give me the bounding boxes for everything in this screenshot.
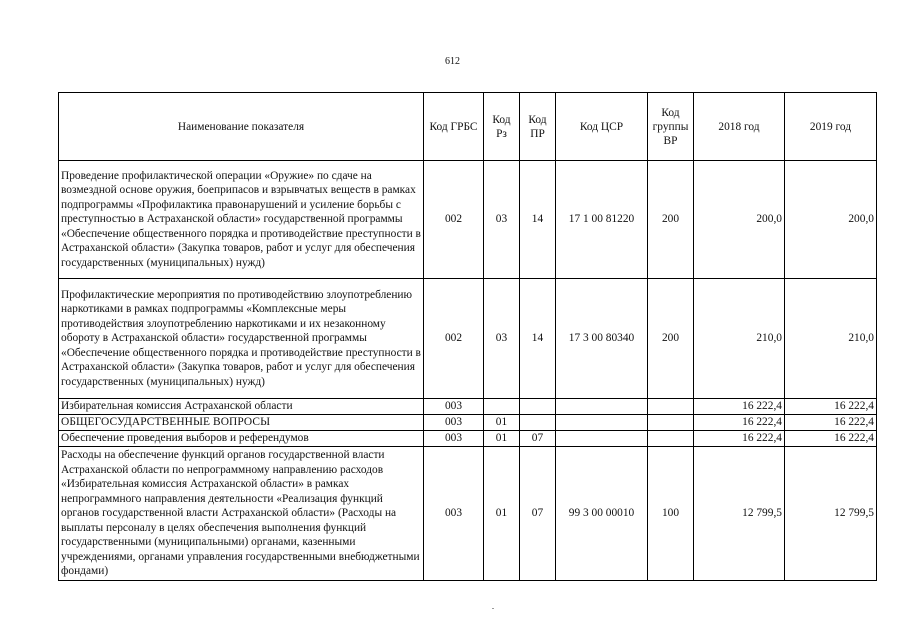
- header-name: Наименование показателя: [59, 93, 424, 161]
- budget-table: [58, 92, 877, 581]
- header-2019: 2019 год: [785, 93, 877, 161]
- row-2018: 16 222,4: [694, 431, 785, 447]
- row-rz: [484, 399, 520, 415]
- row-2019: 210,0: [785, 279, 877, 399]
- row-rz: 01: [484, 447, 520, 581]
- page-number: 612: [445, 56, 460, 67]
- row-rz: 01: [484, 431, 520, 447]
- row-grbs: 003: [424, 431, 484, 447]
- row-pr: 14: [520, 161, 556, 279]
- row-2019: 12 799,5: [785, 447, 877, 581]
- header-vr: Код группы ВР: [648, 93, 694, 161]
- row-pr: [520, 399, 556, 415]
- row-pr: [520, 415, 556, 431]
- row-rz: 01: [484, 415, 520, 431]
- row-grbs: 002: [424, 161, 484, 279]
- row-vr: [648, 399, 694, 415]
- header-grbs: Код ГРБС: [424, 93, 484, 161]
- row-2019: 16 222,4: [785, 399, 877, 415]
- row-vr: 200: [648, 161, 694, 279]
- table-row: [59, 399, 877, 415]
- row-2018: 12 799,5: [694, 447, 785, 581]
- row-rz: 03: [484, 279, 520, 399]
- row-2019: 16 222,4: [785, 415, 877, 431]
- row-2018: 16 222,4: [694, 415, 785, 431]
- header-csr: Код ЦСР: [556, 93, 648, 161]
- row-name: Избирательная комиссия Астраханской области: [59, 399, 424, 415]
- header-2018: 2018 год: [694, 93, 785, 161]
- table-row: [59, 279, 877, 399]
- row-2018: 200,0: [694, 161, 785, 279]
- row-2019: 200,0: [785, 161, 877, 279]
- table-row: [59, 431, 877, 447]
- row-name: ОБЩЕГОСУДАРСТВЕННЫЕ ВОПРОСЫ: [59, 415, 424, 431]
- row-vr: [648, 415, 694, 431]
- row-grbs: 002: [424, 279, 484, 399]
- table-row: [59, 447, 877, 581]
- row-2019: 16 222,4: [785, 431, 877, 447]
- row-name: Расходы на обеспечение функций органов государственной власти Астраханской области по непрограммному направлению расходов «Избирательная комиссия Астраханской области» в рамках непрограммного направления деятельности «Реализация функций органов государственной власти Астраханской области» (Расходы на выплаты персоналу в целях обеспечения выполнения функций государственными (муниципальными) органами, казенными учреждениями, органами управления государственными внебюджетными фондами): [59, 447, 424, 581]
- row-vr: 200: [648, 279, 694, 399]
- row-vr: 100: [648, 447, 694, 581]
- row-pr: 07: [520, 431, 556, 447]
- header-rz: Код Рз: [484, 93, 520, 161]
- row-name: Профилактические мероприятия по противодействию злоупотреблению наркотиками в рамках подпрограммы «Комплексные меры противодействия злоупотреблению наркотиками и их незаконному обороту в Астраханской области» государственной программы «Обеспечение общественного порядка и противодействие преступности в Астраханской области» (Закупка товаров, работ и услуг для обеспечения государственных (муниципальных) нужд): [59, 279, 424, 399]
- row-2018: 210,0: [694, 279, 785, 399]
- header-pr: Код ПР: [520, 93, 556, 161]
- row-pr: 14: [520, 279, 556, 399]
- row-csr: [556, 431, 648, 447]
- table-header-row: [59, 93, 877, 161]
- row-grbs: 003: [424, 415, 484, 431]
- row-name: Обеспечение проведения выборов и референдумов: [59, 431, 424, 447]
- row-vr: [648, 431, 694, 447]
- scan-speck: [492, 608, 494, 609]
- row-csr: 99 3 00 00010: [556, 447, 648, 581]
- table-row: [59, 161, 877, 279]
- table-row: [59, 415, 877, 431]
- row-2018: 16 222,4: [694, 399, 785, 415]
- row-csr: 17 3 00 80340: [556, 279, 648, 399]
- row-csr: [556, 415, 648, 431]
- row-csr: [556, 399, 648, 415]
- row-grbs: 003: [424, 399, 484, 415]
- row-rz: 03: [484, 161, 520, 279]
- row-name: Проведение профилактической операции «Оружие» по сдаче на возмездной основе оружия, боеприпасов и взрывчатых веществ в рамках подпрограммы «Профилактика правонарушений и усиление борьбы с преступностью в Астраханской области» государственной программы «Обеспечение общественного порядка и противодействие преступности в Астраханской области» (Закупка товаров, работ и услуг для обеспечения государственных (муниципальных) нужд): [59, 161, 424, 279]
- row-pr: 07: [520, 447, 556, 581]
- row-grbs: 003: [424, 447, 484, 581]
- row-csr: 17 1 00 81220: [556, 161, 648, 279]
